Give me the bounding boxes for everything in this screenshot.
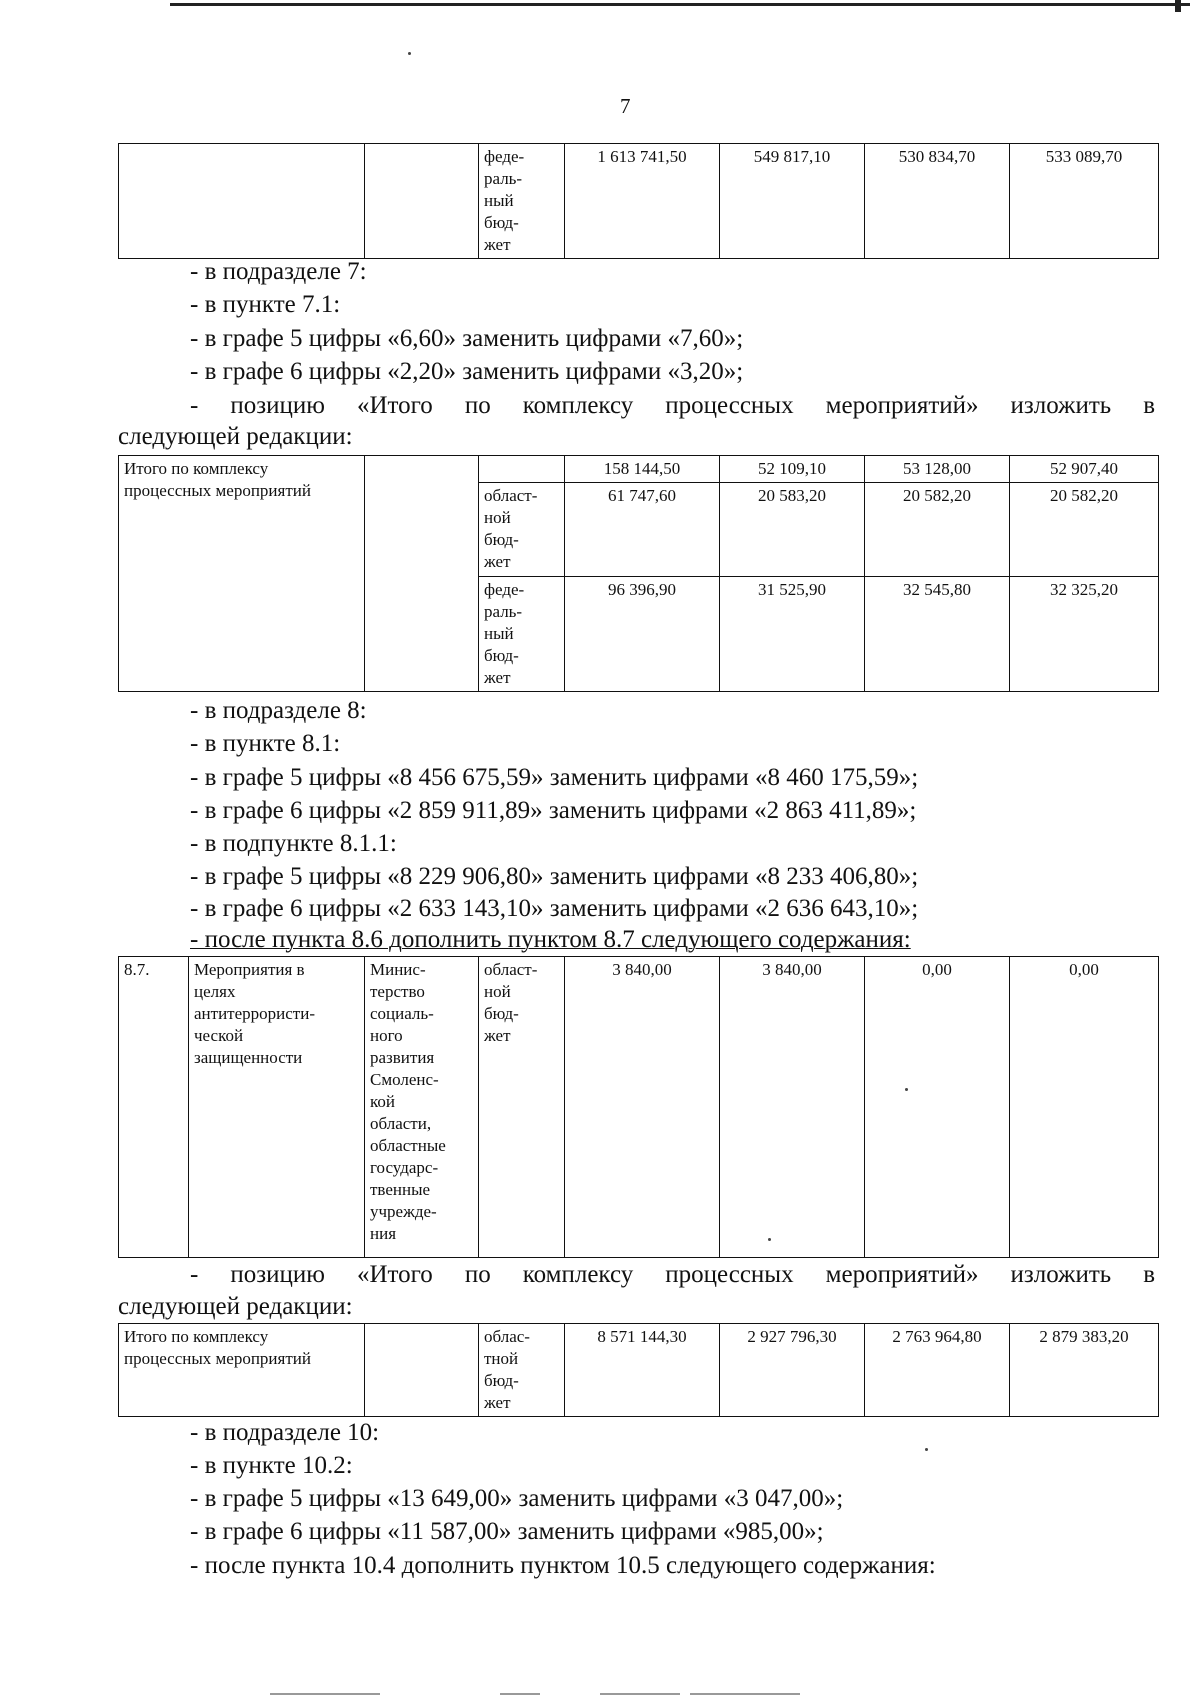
instruction-line: - в пункте 8.1: [190, 730, 341, 757]
table-cell-executor: Минис- терство социаль- ного развития Смоленс- кой области, областные государс- твенные учрежде- ния [365, 957, 479, 1258]
page-number: 7 [620, 94, 631, 118]
table-cell-name: Мероприятия в целях антитеррористи- ческой защищенности [189, 957, 365, 1258]
table-row [119, 144, 1159, 259]
instruction-line: - в графе 5 цифры «8 229 906,80» заменить цифрами «8 233 406,80»; [190, 863, 919, 890]
table-cell-label: Итого по комплексу процессных мероприятий [119, 456, 365, 692]
instruction-line: - в подразделе 10: [190, 1419, 380, 1446]
top-border-line [170, 3, 1190, 6]
instruction-line: - в графе 5 цифры «8 456 675,59» заменить цифрами «8 460 175,59»; [190, 764, 919, 791]
table-cell-total: 61 747,60 [565, 483, 720, 577]
table-cell-source: феде- раль- ный бюд- жет [479, 577, 565, 692]
table-cell-total: 8 571 144,30 [565, 1324, 720, 1417]
table-cell-executor [365, 456, 479, 692]
table-cell-year2: 2 763 964,80 [865, 1324, 1010, 1417]
instruction-line: - в графе 5 цифры «6,60» заменить цифрами «7,60»; [190, 325, 744, 352]
instruction-line: - в пункте 10.2: [190, 1452, 353, 1479]
instruction-line: - в графе 5 цифры «13 649,00» заменить цифрами «3 047,00»; [190, 1485, 844, 1512]
instruction-line: - в подпункте 8.1.1: [190, 830, 397, 857]
instruction-line: - в подразделе 7: [190, 258, 367, 285]
table-cell-executor [365, 1324, 479, 1417]
instruction-line: следующей редакции: [118, 423, 353, 450]
table-federal-budget-row [118, 143, 1159, 259]
instruction-line: - в графе 6 цифры «2 859 911,89» заменить цифрами «2 863 411,89»; [190, 797, 917, 824]
instruction-line: - в графе 6 цифры «11 587,00» заменить цифрами «985,00»; [190, 1518, 824, 1545]
table-cell-year3: 32 325,20 [1010, 577, 1159, 692]
table-cell-source [479, 456, 565, 483]
table-cell-number: 8.7. [119, 957, 189, 1258]
scan-speck [408, 52, 411, 55]
scan-noise [270, 1693, 380, 1695]
table-cell-total: 96 396,90 [565, 577, 720, 692]
instruction-line: - в графе 6 цифры «2,20» заменить цифрами «3,20»; [190, 358, 744, 385]
table-cell-year1: 549 817,10 [720, 144, 865, 259]
instruction-line: - в пункте 7.1: [190, 291, 341, 318]
table-cell-source: област- ной бюд- жет [479, 483, 565, 577]
scan-noise [600, 1693, 680, 1695]
instruction-line: - после пункта 10.4 дополнить пунктом 10.5 следующего содержания: [190, 1552, 936, 1579]
table-row [119, 456, 1159, 483]
table-cell-year1: 20 583,20 [720, 483, 865, 577]
scan-noise [690, 1693, 800, 1695]
table-cell-total: 3 840,00 [565, 957, 720, 1258]
table-cell-year3: 2 879 383,20 [1010, 1324, 1159, 1417]
table-total-complex-1 [118, 455, 1159, 692]
table-cell-source: феде- раль- ный бюд- жет [479, 144, 565, 259]
instruction-line: - позицию «Итого по комплексу процессных мероприятий» изложить в [190, 392, 1155, 419]
table-row [119, 957, 1159, 1258]
table-item-8-7 [118, 956, 1159, 1258]
table-cell-year3: 20 582,20 [1010, 483, 1159, 577]
table-cell-label [119, 144, 365, 259]
table-cell-label: Итого по комплексу процессных мероприятий [119, 1324, 365, 1417]
instruction-line: следующей редакции: [118, 1293, 353, 1320]
instruction-line: - в графе 6 цифры «2 633 143,10» заменить цифрами «2 636 643,10»; [190, 895, 919, 922]
table-cell-source: област- ной бюд- жет [479, 957, 565, 1258]
table-cell-year1: 3 840,00 [720, 957, 865, 1258]
scan-noise [500, 1693, 540, 1695]
table-cell-year2: 530 834,70 [865, 144, 1010, 259]
table-cell-total: 158 144,50 [565, 456, 720, 483]
instruction-line: - позицию «Итого по комплексу процессных мероприятий» изложить в [190, 1261, 1155, 1288]
table-cell-year2: 53 128,00 [865, 456, 1010, 483]
instruction-line: - в подразделе 8: [190, 697, 367, 724]
table-row [119, 1324, 1159, 1417]
table-cell-executor [365, 144, 479, 259]
top-corner-mark [1175, 0, 1181, 12]
table-cell-total: 1 613 741,50 [565, 144, 720, 259]
table-cell-year1: 52 109,10 [720, 456, 865, 483]
scan-speck [925, 1448, 928, 1451]
table-cell-year2: 0,00 [865, 957, 1010, 1258]
table-cell-year1: 31 525,90 [720, 577, 865, 692]
table-total-complex-2 [118, 1323, 1159, 1417]
table-cell-source: облас- тной бюд- жет [479, 1324, 565, 1417]
table-cell-year2: 32 545,80 [865, 577, 1010, 692]
table-cell-year3: 533 089,70 [1010, 144, 1159, 259]
table-cell-year1: 2 927 796,30 [720, 1324, 865, 1417]
table-cell-year3: 52 907,40 [1010, 456, 1159, 483]
table-cell-year2: 20 582,20 [865, 483, 1010, 577]
instruction-line: - после пункта 8.6 дополнить пунктом 8.7 следующего содержания: [190, 926, 911, 953]
table-cell-year3: 0,00 [1010, 957, 1159, 1258]
